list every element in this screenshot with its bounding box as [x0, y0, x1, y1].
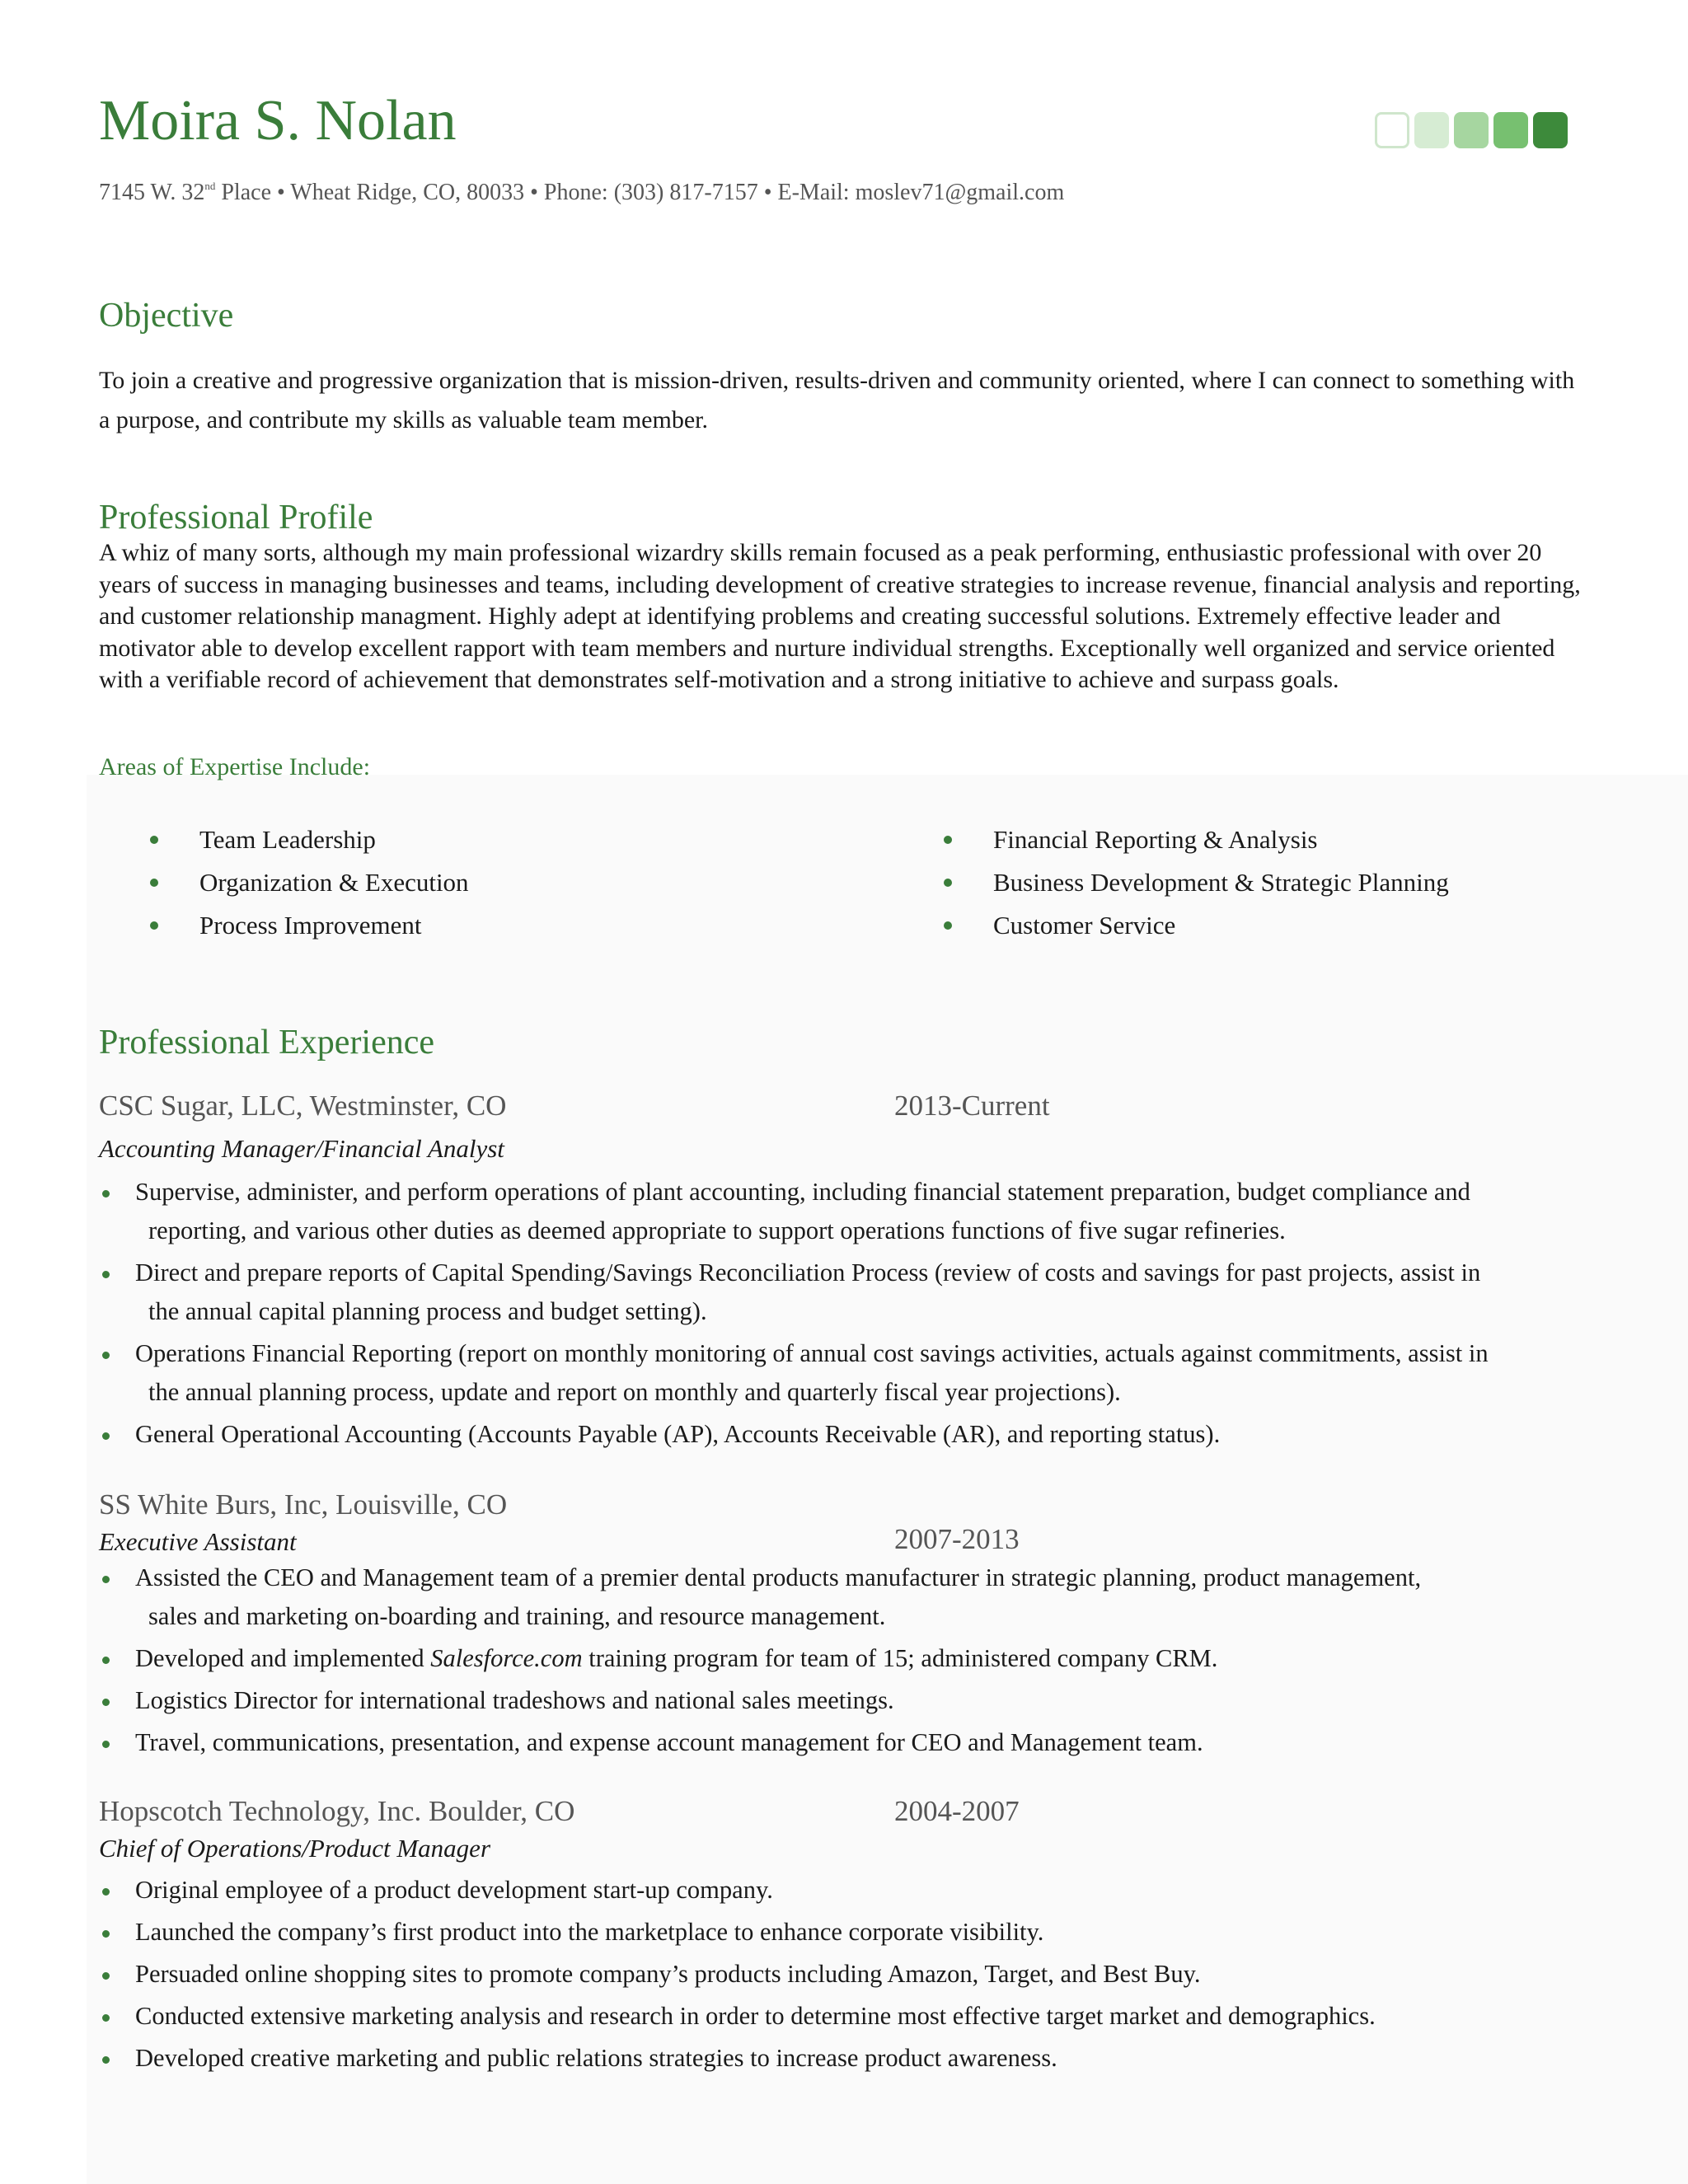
job-years: 2007-2013 [894, 1523, 1020, 1555]
job-bullets [99, 1871, 1607, 2081]
bullet-text: Assisted the CEO and Management team of a premier dental products manufacturer in strategic planning, product management, [135, 1563, 1422, 1591]
list-item [99, 1871, 1607, 1910]
bullet-dot [102, 2056, 110, 2064]
list-item [944, 861, 1669, 904]
contact-line [99, 180, 1064, 206]
job-company: SS White Burs, Inc, Louisville, CO [99, 1488, 508, 1521]
bullet-dot [944, 921, 952, 930]
bullet-dot [102, 1930, 110, 1938]
square-1 [1375, 112, 1409, 148]
bullet-dot [150, 921, 158, 930]
bullet-dot [102, 1972, 110, 1980]
bullet-text: General Operational Accounting (Accounts Payable (AP), Accounts Receivable (AR), and reporting status). [135, 1420, 1221, 1448]
bullet-dot [102, 1271, 110, 1278]
contact-superscript: nd [204, 180, 216, 192]
profile-text: A whiz of many sorts, although my main professional wizardry skills remain focused as a peak performing, enthusiastic professional with over 20 years of success in managing businesses and teams, including development of creative strategies to increase revenue, financial analysis and reporting, and customer relationship managment. Highly adept at identifying problems and creating successful solutions. Extremely effective leader and motivator able to develop excellent rapport with team members and nurture individual strengths. Exceptionally well organized and service oriented with a verifiable record of achievement that demonstrates self-motivation and a strong initiative to achieve and surpass goals. [99, 539, 1581, 693]
bullet-dot [102, 1888, 110, 1896]
bullet-dot [102, 1576, 110, 1583]
list-item [99, 1913, 1607, 1952]
bullet-dot [102, 1741, 110, 1748]
bullet-text-italic: Salesforce.com [430, 1644, 583, 1672]
bullet-text: Conducted extensive marketing analysis and research in order to determine most effective target market and demographics. [135, 2002, 1376, 2030]
bullet-text-continued: reporting, and various other duties as deemed appropriate to support operations functions of five sugar refineries. [148, 1216, 1286, 1244]
list-item [150, 818, 892, 861]
list-item [150, 861, 892, 904]
candidate-name: Moira S. Nolan [99, 89, 457, 152]
objective-heading: Objective [99, 297, 234, 335]
bullet-dot [102, 1352, 110, 1359]
bullet-dot [102, 1432, 110, 1440]
list-item [99, 1173, 1607, 1250]
expertise-item: Process Improvement [199, 911, 422, 940]
square-5 [1533, 112, 1568, 148]
list-item [99, 1415, 1607, 1454]
list-item [99, 1681, 1607, 1720]
bullet-text: Direct and prepare reports of Capital Spending/Savings Reconciliation Process (review of costs and savings for past projects, assist in [135, 1258, 1481, 1286]
bullet-dot [102, 1190, 110, 1197]
expertise-item: Financial Reporting & Analysis [993, 825, 1318, 854]
expertise-item: Customer Service [993, 911, 1176, 940]
bullet-text: training program for team of 15; administered company CRM. [582, 1644, 1218, 1672]
list-item [150, 904, 892, 947]
bullet-text-continued: the annual capital planning process and budget setting). [148, 1297, 707, 1325]
list-item [99, 1334, 1607, 1412]
job-bullets [99, 1558, 1607, 1765]
job-role: Accounting Manager/Financial Analyst [99, 1134, 504, 1163]
bullet-text: Launched the company’s first product into the marketplace to enhance corporate visibility. [135, 1918, 1044, 1946]
profile-heading: Professional Profile [99, 499, 373, 537]
list-item [99, 1723, 1607, 1762]
list-item [99, 1639, 1607, 1678]
experience-heading: Professional Experience [99, 1024, 435, 1062]
square-2 [1414, 112, 1449, 148]
bullet-text: Developed and implemented [135, 1644, 431, 1672]
expertise-item: Business Development & Strategic Planning [993, 868, 1449, 897]
contact-address-start: 7145 W. 32 [99, 180, 205, 205]
bullet-dot [102, 1699, 110, 1706]
list-item [99, 1558, 1607, 1636]
bullet-text-continued: sales and marketing on-boarding and training, and resource management. [148, 1602, 886, 1630]
expertise-item: Team Leadership [199, 825, 376, 854]
bullet-dot [102, 1657, 110, 1664]
bullet-dot [944, 836, 952, 844]
list-item [944, 818, 1669, 861]
expertise-item: Organization & Execution [199, 868, 469, 897]
job-company: CSC Sugar, LLC, Westminster, CO [99, 1090, 507, 1122]
job-role: Chief of Operations/Product Manager [99, 1834, 491, 1863]
expertise-list-right [944, 818, 1669, 947]
list-item [99, 1254, 1607, 1331]
bullet-text: Supervise, administer, and perform operations of plant accounting, including financial statement preparation, budget compliance and [135, 1178, 1470, 1206]
contact-address-rest: Place • Wheat Ridge, CO, 80033 • Phone: (303) 817-7157 • E-Mail: moslev71@gmail.com [215, 180, 1065, 205]
job-years: 2004-2007 [894, 1795, 1020, 1827]
bullet-text-continued: the annual planning process, update and report on monthly and quarterly fiscal year projections). [148, 1378, 1121, 1406]
bullet-dot [150, 836, 158, 844]
job-role: Executive Assistant [99, 1527, 297, 1556]
square-3 [1454, 112, 1489, 148]
list-item [99, 1955, 1607, 1994]
bullet-text: Logistics Director for international tradeshows and national sales meetings. [135, 1686, 894, 1714]
bullet-text: Operations Financial Reporting (report on monthly monitoring of annual cost savings activities, actuals against commitments, assist in [135, 1339, 1489, 1367]
decorative-squares [1375, 112, 1568, 148]
job-bullets [99, 1173, 1607, 1457]
bullet-dot [102, 2014, 110, 2022]
bullet-text: Travel, communications, presentation, and expense account management for CEO and Management team. [135, 1728, 1203, 1756]
list-item [944, 904, 1669, 947]
expertise-list-left [150, 818, 892, 947]
list-item [99, 1997, 1607, 2036]
areas-heading: Areas of Expertise Include: [99, 753, 371, 780]
square-4 [1493, 112, 1528, 148]
bullet-text: Original employee of a product development start-up company. [135, 1876, 773, 1904]
bullet-text: Persuaded online shopping sites to promote company’s products including Amazon, Target, and Best Buy. [135, 1960, 1201, 1988]
bullet-dot [944, 879, 952, 887]
job-company: Hopscotch Technology, Inc. Boulder, CO [99, 1795, 575, 1827]
bullet-dot [150, 879, 158, 887]
job-years: 2013-Current [894, 1090, 1050, 1122]
objective-text: To join a creative and progressive organization that is mission-driven, results-driven and community oriented, where I can connect to something with a purpose, and contribute my skills as valuable team member. [99, 367, 1575, 434]
list-item [99, 2039, 1607, 2078]
bullet-text: Developed creative marketing and public relations strategies to increase product awareness. [135, 2044, 1057, 2072]
